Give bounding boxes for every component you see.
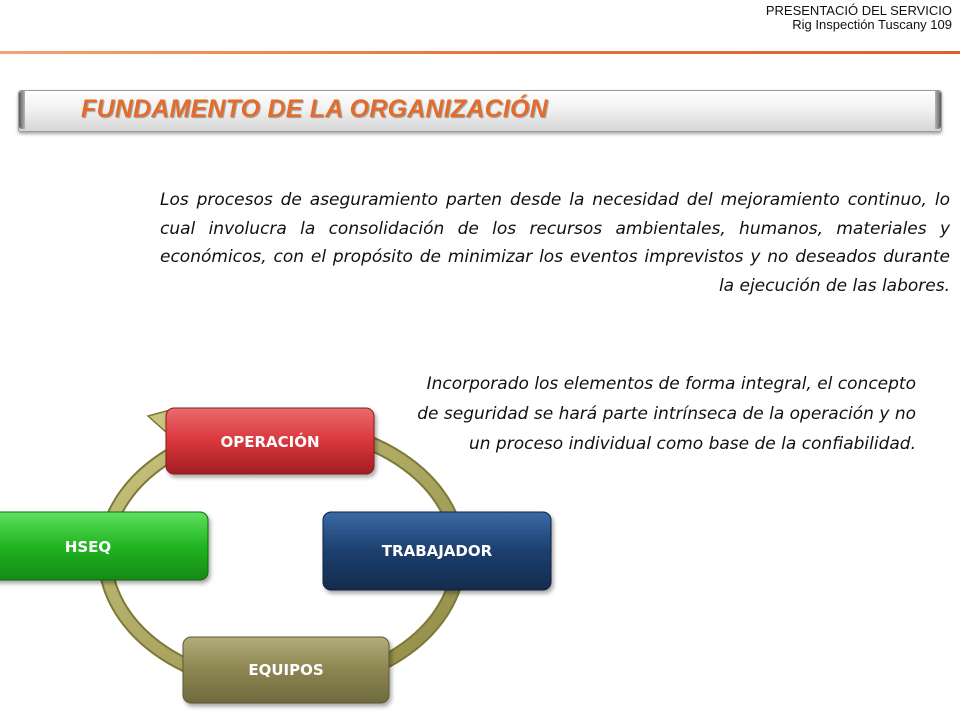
- node-operacion-label: OPERACIÓN: [220, 433, 320, 451]
- node-trabajador-label: TRABAJADOR: [381, 542, 493, 560]
- paragraph-intro: Los procesos de aseguramiento parten desde la necesidad del mejoramiento continuo, lo cual involucra la consolidación de los recursos ambientales, humanos, materiales y económicos, con el propósito de minimizar los eventos imprevistos y no deseados durante la ejecución de las labores.: [160, 190, 950, 296]
- node-hseq-label: HSEQ: [64, 538, 112, 556]
- node-equipos-label: EQUIPOS: [248, 661, 324, 679]
- page-title: FUNDAMENTO DE LA ORGANIZACIÓN: [81, 95, 548, 123]
- header-line-2: Rig Inspectión Tuscany 109: [792, 17, 952, 32]
- header-line-1: PRESENTACIÓ DEL SERVICIO: [765, 3, 952, 18]
- paragraph-integration: Incorporado los elementos de forma integral, el concepto de seguridad se hará parte intrínseca de la operación y no un proceso individual como base de la confiabilidad.: [417, 374, 916, 454]
